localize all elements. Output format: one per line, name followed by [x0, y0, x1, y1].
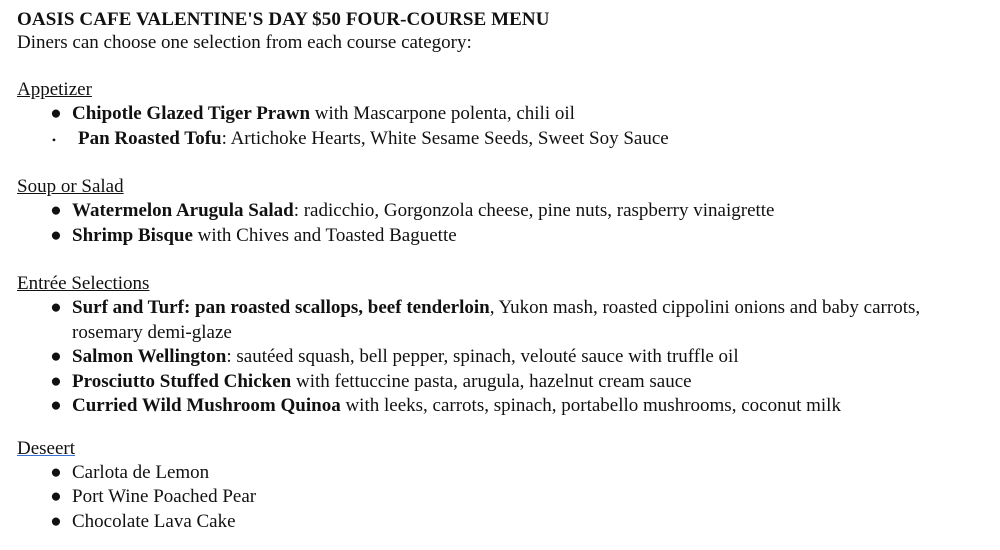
list-item [17, 485, 992, 510]
item-description: with fettuccine pasta, arugula, hazelnut cream sauce [291, 370, 692, 392]
item-list [17, 461, 992, 535]
item-description: with Chives and Toasted Baguette [192, 224, 457, 246]
item-name: Curried Wild Mushroom Quinoa [72, 395, 341, 416]
item-name: Chipotle Glazed Tiger Prawn [72, 103, 311, 124]
list-item [17, 102, 992, 127]
section-entree-selections [17, 272, 992, 419]
item-list [17, 102, 992, 151]
item-description: : sautéed squash, bell pepper, spinach, velouté sauce with truffle oil [226, 346, 739, 367]
item-name: Surf and Turf: pan roasted scallops, beef tenderloin [72, 297, 490, 318]
bullet-icon: ● [50, 461, 62, 483]
item-list [17, 199, 992, 248]
list-item [17, 296, 992, 345]
section-appetizer [17, 78, 992, 151]
menu-document [17, 8, 992, 534]
menu-title: OASIS CAFE VALENTINE'S DAY $50 FOUR-COURSE MENU [17, 9, 550, 30]
section-dessert [17, 437, 992, 535]
item-name: Pan Roasted Tofu [78, 127, 222, 149]
section-heading: Soup or Salad [17, 176, 124, 197]
section-heading: Entrée Selections [17, 273, 150, 294]
item-description: Carlota de Lemon [72, 461, 210, 483]
bullet-icon: ● [50, 510, 62, 532]
item-description: : radicchio, Gorgonzola cheese, pine nuts, raspberry vinaigrette [293, 200, 775, 221]
item-list [17, 296, 992, 419]
item-description: with Mascarpone polenta, chili oil [310, 103, 575, 124]
item-name: Salmon Wellington [72, 346, 227, 367]
bullet-icon: ● [50, 200, 62, 221]
list-item [17, 394, 992, 419]
section-heading: Deseert [17, 437, 76, 459]
item-name: Prosciutto Stuffed Chicken [72, 370, 292, 392]
list-item [17, 224, 992, 249]
bullet-icon: • [51, 132, 57, 147]
item-description: with leeks, carrots, spinach, portabello mushrooms, coconut milk [340, 395, 841, 416]
list-item [17, 461, 992, 486]
item-description: Port Wine Poached Pear [72, 486, 257, 507]
bullet-icon: ● [50, 103, 62, 124]
item-description: : Artichoke Hearts, White Sesame Seeds, Sweet Soy Sauce [221, 127, 669, 149]
bullet-icon: ● [50, 224, 62, 246]
list-item [17, 370, 992, 395]
list-item [17, 199, 992, 224]
bullet-icon: ● [50, 395, 62, 416]
item-description: , Yukon mash, roasted cippolini onions and baby carrots, rosemary demi-glaze [72, 297, 921, 343]
bullet-icon: ● [50, 297, 62, 318]
item-name: Watermelon Arugula Salad [72, 200, 294, 221]
bullet-icon: ● [50, 346, 62, 367]
item-name: Shrimp Bisque [72, 224, 193, 246]
bullet-icon: ● [50, 486, 62, 507]
menu-intro: Diners can choose one selection from each course category: [17, 32, 472, 53]
item-description: Chocolate Lava Cake [72, 510, 236, 532]
bullet-icon: ● [50, 370, 62, 392]
list-item [17, 127, 992, 152]
section-heading: Appetizer [17, 79, 92, 100]
list-item [17, 510, 992, 535]
section-soup-or-salad [17, 175, 992, 248]
list-item [17, 345, 992, 370]
